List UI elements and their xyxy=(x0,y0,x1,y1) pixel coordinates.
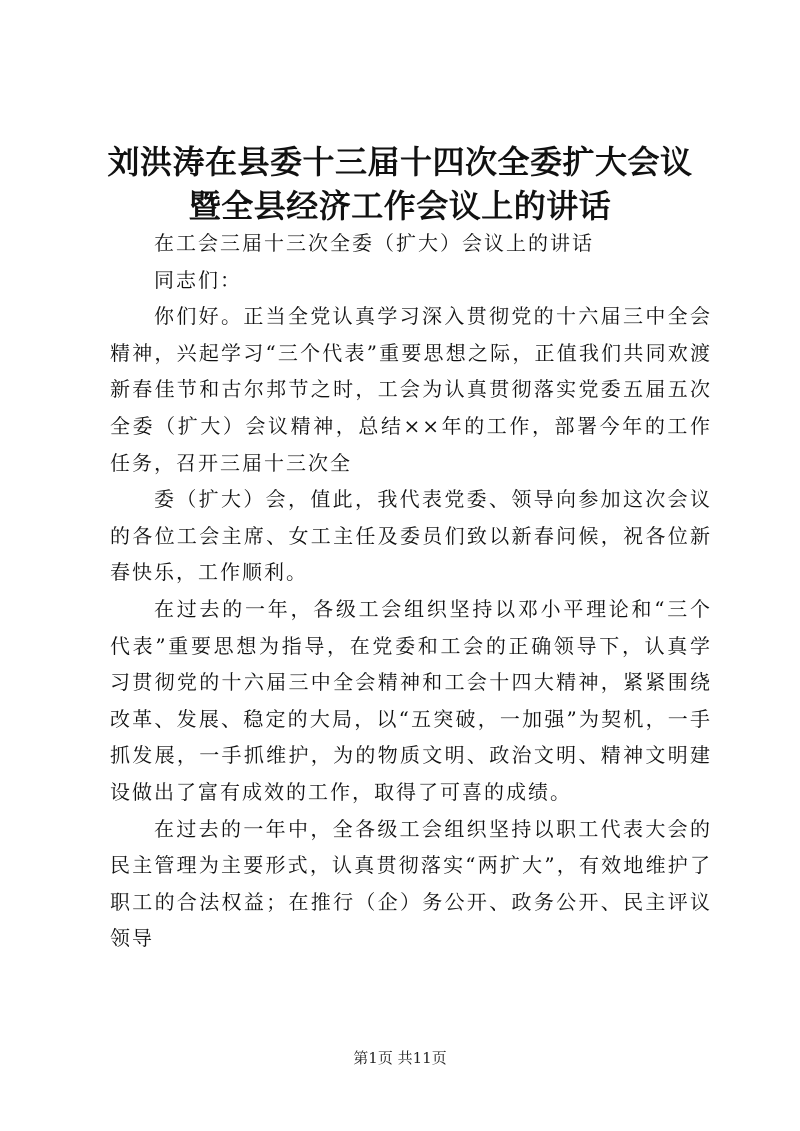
document-body xyxy=(110,225,712,957)
document-title: 刘洪涛在县委十三届十四次全委扩大会议暨全县经济工作会议上的讲话 xyxy=(107,143,693,225)
paragraph-greeting: 你们好。正当全党认真学习深入贯彻党的十六届三中全会精神，兴起学习“三个代表”重要思想之际，正值我们共同欢渡新春佳节和古尔邦节之时，工会为认真贯彻落实党委五届五次全委（扩大）会议精神，总结××年的工作，部署今年的工作任务，召开三届十三次全 xyxy=(110,304,712,475)
paragraph-subtitle: 在工会三届十三次全委（扩大）会议上的讲话 xyxy=(154,231,594,255)
paragraph-review: 在过去的一年，各级工会组织坚持以邓小平理论和“三个代表”重要思想为指导，在党委和工会的正确领导下，认真学习贯彻党的十六届三中全会精神和工会十四大精神，紧紧围绕改革、发展、稳定的大局，以“五突破，一加强”为契机，一手抓发展，一手抓维护，为的物质文明、政治文明、精神文明建设做出了富有成效的工作，取得了可喜的成绩。 xyxy=(110,596,712,804)
page-number-footer: 第1页 共11页 xyxy=(353,1049,447,1067)
paragraph-democratic-management: 在过去的一年中，全各级工会组织坚持以职工代表大会的民主管理为主要形式，认真贯彻落实“两扩大”，有效地维护了职工的合法权益；在推行（企）务公开、政务公开、民主评议领导 xyxy=(110,816,712,951)
paragraph-regards: 委（扩大）会，值此，我代表党委、领导向参加这次会议的各位工会主席、女工主任及委员们致以新春问候，祝各位新春快乐，工作顺利。 xyxy=(110,487,712,585)
paragraph-salutation: 同志们： xyxy=(154,267,242,292)
